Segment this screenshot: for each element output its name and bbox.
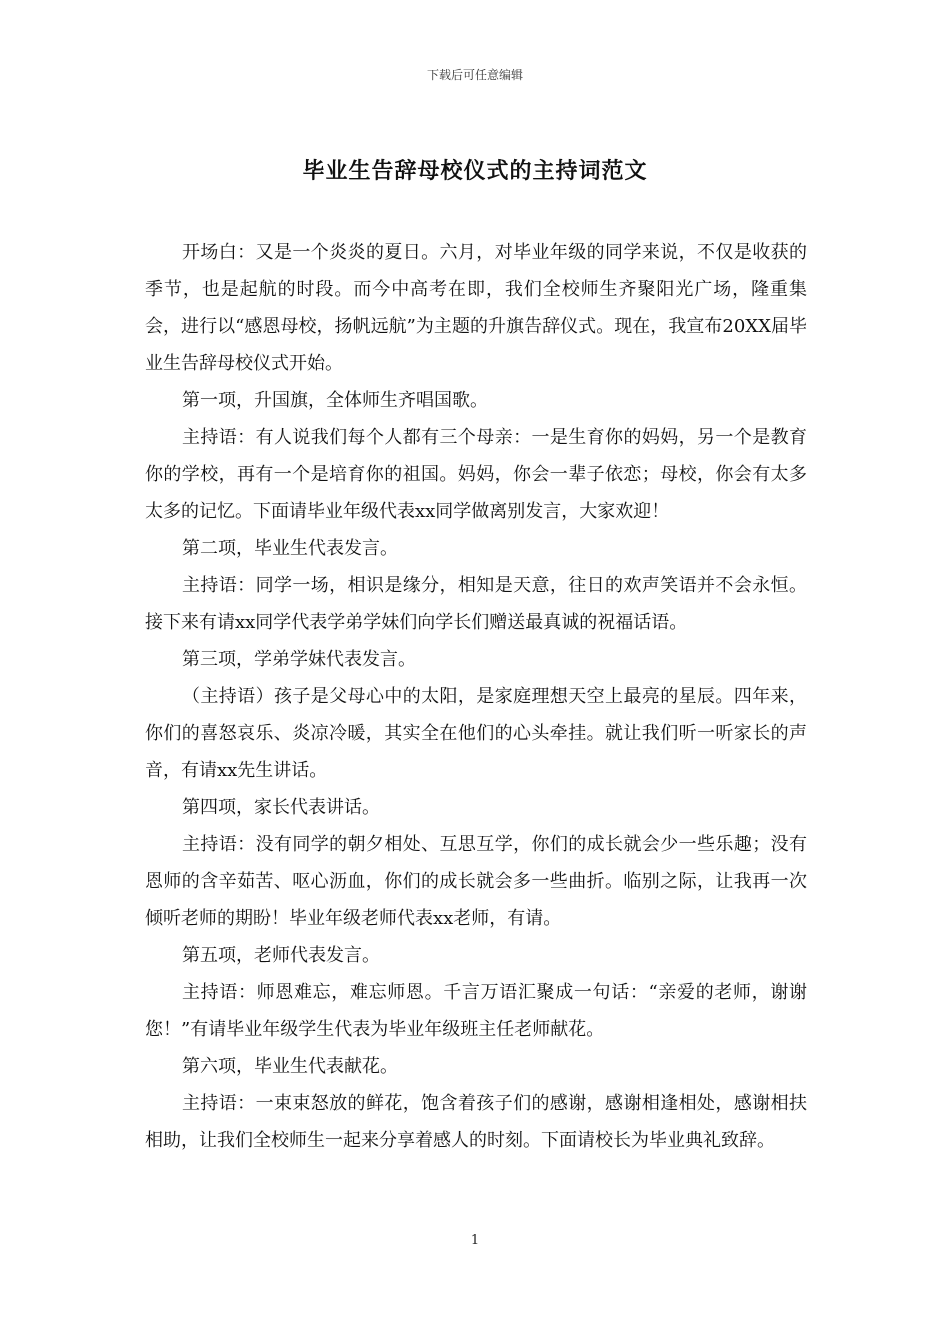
paragraph-opening: 开场白：又是一个炎炎的夏日。六月，对毕业年级的同学来说，不仅是收获的季节，也是起航的时段。而今中高考在即，我们全校师生齐聚阳光广场，隆重集会，进行以“感恩母校，扬帆远航”为主题的升旗告辞仪式。现在，我宣布20XX届毕业生告辞母校仪式开始。 (145, 242, 807, 374)
document-body (145, 234, 807, 1159)
paragraph-host-2: 主持语：同学一场，相识是缘分，相知是天意，往日的欢声笑语并不会永恒。接下来有请xx同学代表学弟学妹们向学长们赠送最真诚的祝福话语。 (145, 575, 807, 633)
paragraph-item-5: 第五项，老师代表发言。 (182, 945, 380, 966)
paragraph-host-4: 主持语：没有同学的朝夕相处、互思互学，你们的成长就会少一些乐趣；没有恩师的含辛茹苦、呕心沥血，你们的成长就会多一些曲折。临别之际，让我再一次倾听老师的期盼！毕业年级老师代表xx老师，有请。 (145, 834, 807, 929)
paragraph-host-6: 主持语：一束束怒放的鲜花，饱含着孩子们的感谢，感谢相逢相处，感谢相扶相助，让我们全校师生一起来分享着感人的时刻。下面请校长为毕业典礼致辞。 (145, 1093, 807, 1151)
paragraph-item-6: 第六项，毕业生代表献花。 (182, 1056, 398, 1077)
paragraph-item-2: 第二项，毕业生代表发言。 (182, 538, 398, 559)
paragraph-host-3: （主持语）孩子是父母心中的太阳，是家庭理想天空上最亮的星辰。四年来，你们的喜怒哀乐、炎凉冷暖，其实全在他们的心头牵挂。就让我们听一听家长的声音，有请xx先生讲话。 (145, 686, 807, 781)
header-note: 下载后可任意编辑 (426, 68, 523, 82)
page-number: 1 (470, 1233, 480, 1248)
paragraph-item-1: 第一项，升国旗，全体师生齐唱国歌。 (182, 390, 488, 411)
document-title: 毕业生告辞母校仪式的主持词范文 (302, 158, 648, 184)
paragraph-host-5: 主持语：师恩难忘，难忘师恩。千言万语汇聚成一句话：“亲爱的老师，谢谢您！”有请毕业年级学生代表为毕业年级班主任老师献花。 (145, 982, 807, 1040)
paragraph-item-4: 第四项，家长代表讲话。 (182, 797, 380, 818)
paragraph-host-1: 主持语：有人说我们每个人都有三个母亲：一是生育你的妈妈，另一个是教育你的学校，再有一个是培育你的祖国。妈妈，你会一辈子依恋；母校，你会有太多太多的记忆。下面请毕业年级代表xx同学做离别发言，大家欢迎！ (145, 427, 807, 522)
paragraph-item-3: 第三项，学弟学妹代表发言。 (182, 649, 416, 670)
